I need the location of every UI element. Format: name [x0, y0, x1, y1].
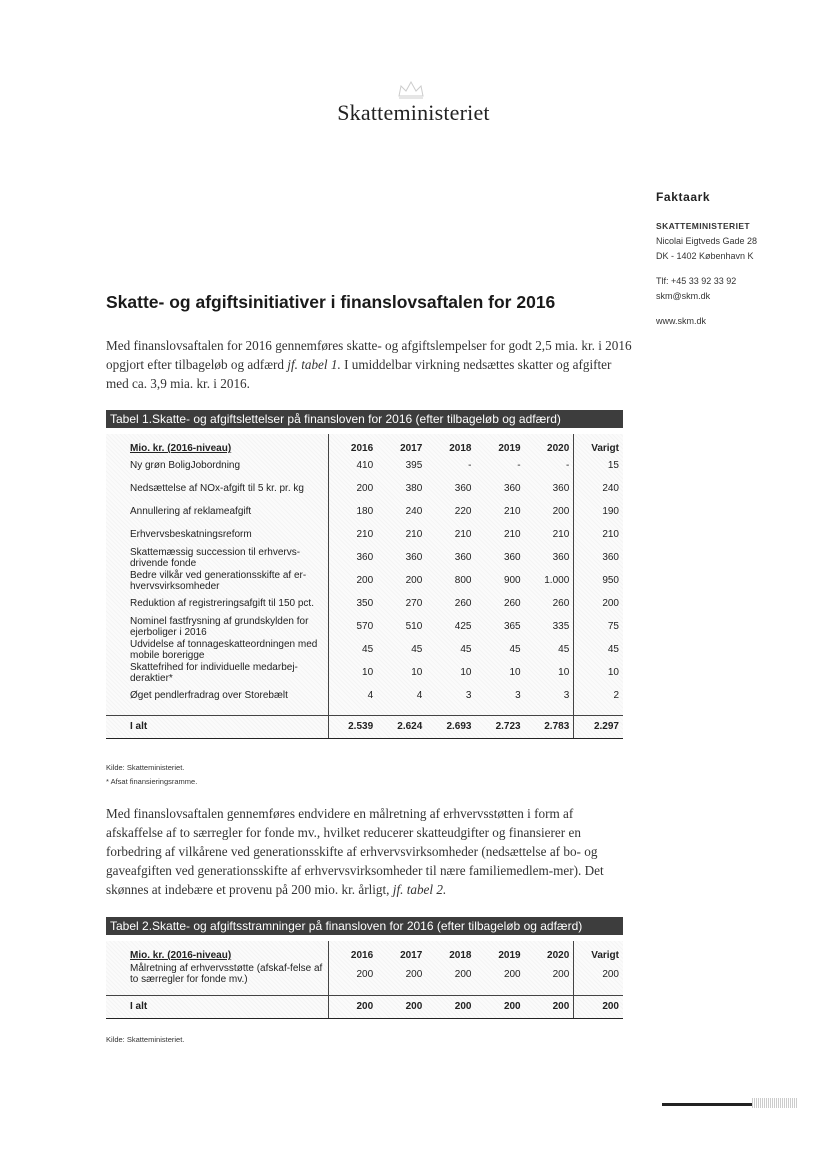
cell-value: - — [565, 460, 570, 471]
table1-footnote: * Afsat finansieringsramme. — [106, 777, 198, 786]
column-header-year: 2020 — [547, 443, 570, 454]
cell-value: 360 — [454, 552, 472, 563]
cell-value: 45 — [411, 644, 423, 655]
cell-value: 200 — [574, 592, 623, 615]
cell-value: 10 — [509, 667, 521, 678]
cell-value: 200 — [328, 569, 377, 592]
table2-source: Kilde: Skatteministeriet. — [106, 1035, 185, 1044]
row-label: Målretning af erhvervsstøtte (afskaf-felse af to særregler for fonde mv.) — [130, 963, 323, 985]
cell-value: 190 — [574, 500, 623, 523]
cell-value: 210 — [328, 523, 377, 546]
cell-value: 4 — [328, 684, 377, 707]
cell-value: 260 — [552, 598, 570, 609]
cell-value: 900 — [503, 575, 521, 586]
cell-value: 75 — [574, 615, 623, 638]
total-value: 2.783 — [525, 715, 574, 738]
cell-value: 210 — [405, 529, 423, 540]
cell-value: 210 — [574, 523, 623, 546]
total-row — [106, 715, 623, 738]
table1 — [106, 434, 623, 739]
cell-value: 350 — [328, 592, 377, 615]
cell-value: 210 — [552, 529, 570, 540]
total-value: 2.539 — [328, 715, 377, 738]
cell-value: 3 — [563, 690, 570, 701]
cell-value: 360 — [552, 483, 570, 494]
footer-pattern — [752, 1098, 798, 1108]
cell-value: 15 — [574, 454, 623, 477]
table-row — [106, 454, 623, 477]
cell-value: 200 — [503, 968, 521, 980]
cell-value: 45 — [509, 644, 521, 655]
column-header-label: Mio. kr. (2016-niveau) — [130, 443, 232, 454]
column-header-year: 2016 — [328, 941, 377, 961]
table2-title: Tabel 2.Skatte- og afgiftsstramninger på finansloven for 2016 (efter tilbageløb og adfærd) — [106, 917, 623, 935]
total-value: 200 — [328, 995, 377, 1018]
cell-value: 200 — [552, 506, 570, 517]
header-row — [106, 434, 623, 454]
cell-value: 240 — [574, 477, 623, 500]
org-name: SKATTEMINISTERIET — [656, 221, 751, 231]
row-label: Udvidelse af tonnageskatteordningen med mobile borerigge — [130, 638, 318, 661]
column-header-year: 2016 — [328, 434, 377, 454]
column-header-year: 2020 — [547, 950, 570, 961]
total-row — [106, 995, 623, 1018]
cell-value: 335 — [552, 621, 570, 632]
cell-value: 395 — [405, 460, 423, 471]
total-value: 2.723 — [475, 715, 524, 738]
table1-source: Kilde: Skatteministeriet. — [106, 763, 185, 772]
intro-ref: jf. tabel 1. — [287, 357, 341, 372]
cell-value: 510 — [405, 621, 423, 632]
cell-value: 3 — [515, 690, 521, 701]
cell-value: 1.000 — [544, 575, 570, 586]
total-value: 2.297 — [574, 715, 623, 738]
intro-text: Med finanslovsaftalen for 2016 gennemføres skatte- og afgiftslempelser for godt 2,5 mia. kr. i 2016 opgjort efter tilbageløb og adfærd — [106, 338, 632, 372]
cell-value: 950 — [574, 569, 623, 592]
cell-value: 200 — [574, 961, 623, 987]
address-line2: DK - 1402 København K — [656, 251, 754, 261]
cell-value: 410 — [328, 454, 377, 477]
cell-value: 360 — [454, 483, 472, 494]
cell-value: 3 — [465, 690, 472, 701]
cell-value: 2 — [574, 684, 623, 707]
cell-value: 10 — [558, 667, 570, 678]
cell-value: 210 — [503, 506, 521, 517]
cell-value: 200 — [552, 968, 570, 980]
table-row — [106, 961, 623, 987]
footer-bar — [662, 1103, 752, 1106]
column-header-year: Varigt — [574, 434, 623, 454]
cell-value: - — [517, 460, 521, 471]
cell-value: 200 — [405, 968, 423, 980]
cell-value: - — [468, 460, 472, 471]
column-header-year: 2017 — [400, 950, 423, 961]
cell-value: 10 — [411, 667, 423, 678]
cell-value: 210 — [454, 529, 472, 540]
cell-value: 240 — [405, 506, 423, 517]
cell-value: 220 — [454, 506, 472, 517]
table1-title: Tabel 1.Skatte- og afgiftslettelser på finansloven for 2016 (efter tilbageløb og adfærd) — [106, 410, 623, 428]
intro-paragraph — [106, 336, 636, 393]
total-label: I alt — [106, 715, 328, 738]
table-row — [106, 661, 623, 684]
column-header-year: Varigt — [574, 941, 623, 961]
total-value: 200 — [574, 995, 623, 1018]
total-value: 2.624 — [377, 715, 426, 738]
table-row — [106, 477, 623, 500]
total-value: 200 — [377, 995, 426, 1018]
cell-value: 4 — [416, 690, 423, 701]
cell-value: 200 — [454, 968, 472, 980]
cell-value: 360 — [574, 546, 623, 569]
table-row — [106, 638, 623, 661]
row-label: Øget pendlerfradrag over Storebælt — [130, 690, 288, 701]
intro-text2: I umiddelbar virkning nedsættes skatter og afgifter med ca. 3,9 mia. kr. i 2016. — [106, 357, 612, 391]
phone: Tlf: +45 33 92 33 92 — [656, 276, 737, 286]
total-value: 200 — [475, 995, 524, 1018]
column-header-year: 2019 — [498, 950, 521, 961]
row-label: Nedsættelse af NOx-afgift til 5 kr. pr. kg — [130, 483, 304, 494]
cell-value: 800 — [454, 575, 472, 586]
table2 — [106, 941, 623, 1019]
cell-value: 260 — [454, 598, 472, 609]
para2-text: Med finanslovsaftalen gennemføres endvidere en målretning af erhvervsstøtten i form af afskaffelse af to særregler for fonde mv., hvilket reducerer skatteudgifter og finansierer en forbedring af vilkårene ved generationsskifte af erhvervsvirksomheder (nedsættelse af bo- og gaveafgiften ved generationsskifte af erhvervsvirksomheder til nære familiemedlem-mer). Det skønnes at indebære et provenu på 200 mio. kr. årligt, — [106, 806, 604, 897]
total-label: I alt — [106, 995, 328, 1018]
row-label: Bedre vilkår ved generationsskifte af er-hvervsvirksomheder — [130, 569, 307, 592]
table-row — [106, 569, 623, 592]
table-row — [106, 546, 623, 569]
column-header-year: 2018 — [449, 950, 472, 961]
cell-value: 270 — [405, 598, 423, 609]
address-line1: Nicolai Eigtveds Gade 28 — [656, 236, 758, 246]
column-header-label: Mio. kr. (2016-niveau) — [130, 950, 232, 961]
row-label: Erhvervsbeskatningsreform — [130, 529, 252, 540]
cell-value: 425 — [454, 621, 472, 632]
cell-value: 380 — [405, 483, 423, 494]
cell-value: 10 — [574, 661, 623, 684]
cell-value: 210 — [503, 529, 521, 540]
total-value: 200 — [525, 995, 574, 1018]
cell-value: 200 — [328, 961, 377, 987]
row-label: Skattemæssig succession til erhvervs-drivende fonde — [130, 546, 301, 569]
cell-value: 10 — [460, 667, 472, 678]
column-header-year: 2019 — [498, 443, 521, 454]
cell-value: 200 — [328, 477, 377, 500]
table-row — [106, 684, 623, 707]
table-row — [106, 615, 623, 638]
para2-ref: jf. tabel 2. — [392, 882, 447, 897]
column-header-year: 2018 — [449, 443, 472, 454]
contact-sidebar — [656, 190, 816, 329]
email[interactable]: skm@skm.dk — [656, 291, 711, 301]
row-label: Ny grøn BoligJobordning — [130, 460, 241, 471]
page-title: Skatte- og afgiftsinitiativer i finanslovsaftalen for 2016 — [106, 292, 556, 312]
doc-type-label: Faktaark — [656, 190, 711, 204]
total-value: 200 — [426, 995, 475, 1018]
logo-text: Skatteministeriet — [337, 100, 490, 125]
cell-value: 260 — [503, 598, 521, 609]
cell-value: 45 — [460, 644, 472, 655]
cell-value: 180 — [328, 500, 377, 523]
table-row — [106, 592, 623, 615]
cell-value: 365 — [503, 621, 521, 632]
cell-value: 570 — [328, 615, 377, 638]
second-paragraph — [106, 804, 626, 899]
website[interactable]: www.skm.dk — [656, 316, 707, 326]
crown-logo-icon — [396, 78, 426, 100]
cell-value: 10 — [328, 661, 377, 684]
cell-value: 200 — [405, 575, 423, 586]
row-label: Nominel fastfrysning af grundskylden for ejerboliger i 2016 — [130, 615, 309, 638]
cell-value: 360 — [405, 552, 423, 563]
column-header-year: 2017 — [400, 443, 423, 454]
row-label: Skattefrihed for individuelle medarbej-deraktier* — [130, 661, 298, 684]
row-label: Annullering af reklameafgift — [130, 506, 252, 517]
row-label: Reduktion af registreringsafgift til 150 pct. — [130, 598, 314, 609]
cell-value: 360 — [552, 552, 570, 563]
table-row — [106, 523, 623, 546]
cell-value: 45 — [328, 638, 377, 661]
header-row — [106, 941, 623, 961]
cell-value: 45 — [558, 644, 570, 655]
cell-value: 360 — [328, 546, 377, 569]
cell-value: 360 — [503, 483, 521, 494]
cell-value: 360 — [503, 552, 521, 563]
total-value: 2.693 — [426, 715, 475, 738]
cell-value: 45 — [574, 638, 623, 661]
table-row — [106, 500, 623, 523]
